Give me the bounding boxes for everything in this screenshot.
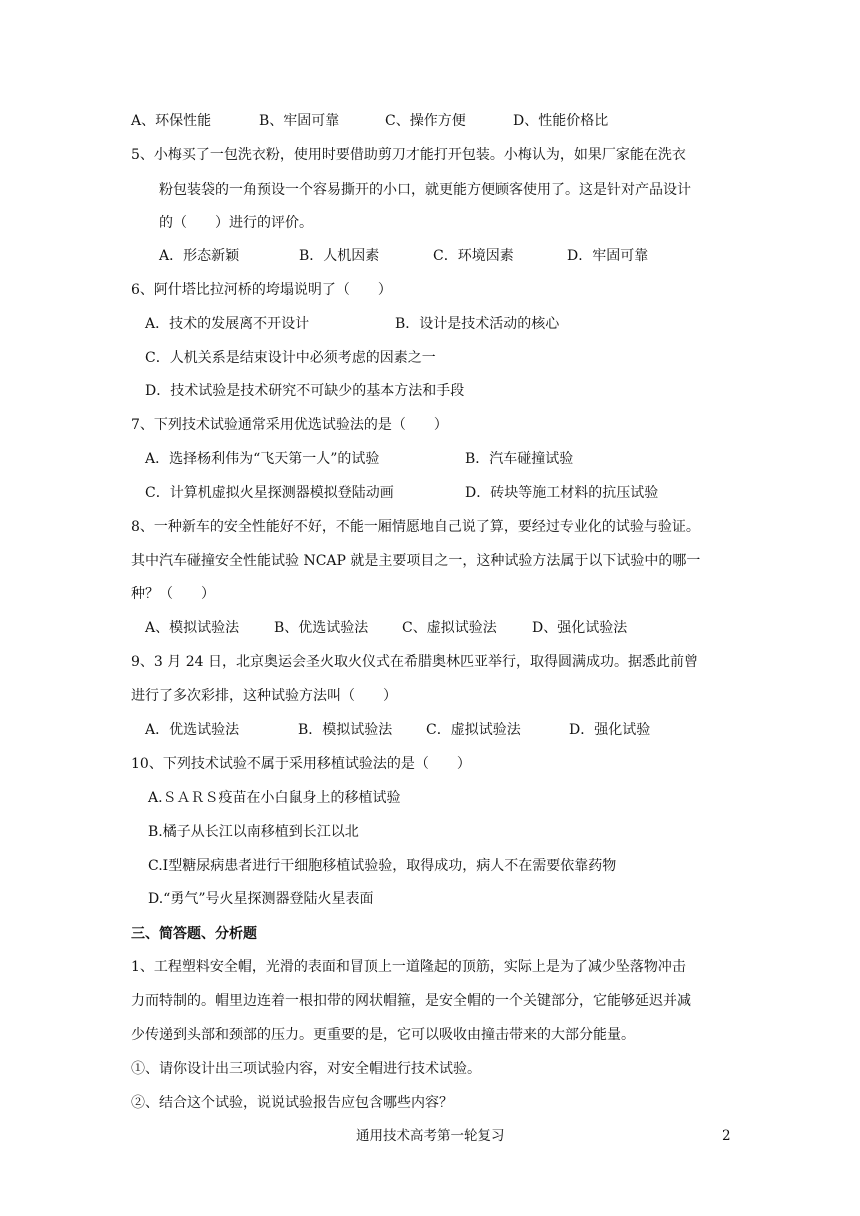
q8-stem-line-2: 其中汽车碰撞安全性能试验 NCAP 就是主要项目之一，这种试验方法属于以下试验中的哪一 (131, 553, 701, 569)
q8-option-d: D、强化试验法 (532, 620, 628, 636)
q5-stem-line-3: 的（ ）进行的评价。 (159, 215, 313, 231)
q6-option-d: D．技术试验是技术研究不可缺少的基本方法和手段 (145, 383, 465, 399)
q4-option-c: C、操作方便 (385, 113, 466, 129)
footer-title: 通用技术高考第一轮复习 (356, 1128, 505, 1144)
q5-option-c: C．环境因素 (433, 248, 514, 264)
q4-option-a: A、环保性能 (131, 113, 212, 129)
q4-option-d: D、性能价格比 (513, 113, 609, 129)
q7-stem: 7、下列技术试验通常采用优选试验法的是（ ） (131, 417, 448, 433)
q10-option-d: D.“勇气”号火星探测器登陆火星表面 (148, 891, 374, 907)
q7-option-a: A．选择杨利伟为“飞天第一人”的试验 (145, 451, 380, 467)
s3-q1-sub-2: ②、结合这个试验，说说试验报告应包含哪些内容？ (131, 1095, 453, 1111)
q9-stem-line-2: 进行了多次彩排，这种试验方法叫（ ） (131, 688, 397, 704)
q9-stem-line-1: 9、3 月 24 日，北京奥运会圣火取火仪式在希腊奥林匹亚举行，取得圆满成功。据悉此前曾 (131, 654, 698, 670)
q5-option-a: A．形态新颖 (159, 248, 240, 264)
q10-option-c: C.Ⅰ型糖尿病患者进行干细胞移植试验验，取得成功，病人不在需要依靠药物 (148, 858, 617, 874)
q5-option-b: B．人机因素 (299, 248, 380, 264)
q6-option-c: C．人机关系是结束设计中必须考虑的因素之一 (145, 350, 436, 366)
q6-stem: 6、阿什塔比拉河桥的垮塌说明了（ ） (131, 282, 392, 298)
q10-option-a: A.ＳＡＲＳ疫苗在小白鼠身上的移植试验 (148, 790, 401, 806)
q5-stem-line-2: 粉包装袋的一角预设一个容易撕开的小口，就更能方便顾客使用了。这是针对产品设计 (159, 182, 691, 198)
q8-stem-line-3: 种？（ ） (131, 586, 215, 602)
q8-stem-line-1: 8、一种新车的安全性能好不好，不能一厢情愿地自己说了算，要经过专业化的试验与验证。 (131, 519, 700, 535)
q9-option-d: D．强化试验 (569, 722, 651, 738)
q10-option-b: B.橘子从长江以南移植到长江以北 (148, 824, 359, 840)
page-number: 2 (722, 1128, 731, 1144)
q6-option-b: B．设计是技术活动的核心 (395, 316, 560, 332)
section-heading: 三、简答题、分析题 (131, 926, 257, 942)
q9-option-b: B．模拟试验法 (298, 722, 393, 738)
q7-option-b: B．汽车碰撞试验 (465, 451, 574, 467)
q8-option-c: C、虚拟试验法 (402, 620, 497, 636)
q8-option-a: A、模拟试验法 (145, 620, 240, 636)
s3-q1-line-1: 1、工程塑料安全帽，光滑的表面和冒顶上一道隆起的顶筋，实际上是为了减少坠落物冲击 (131, 959, 686, 975)
q7-option-c: C．计算机虚拟火星探测器模拟登陆动画 (145, 485, 394, 501)
q7-option-d: D．砖块等施工材料的抗压试验 (465, 485, 659, 501)
s3-q1-sub-1: ①、请你设计出三项试验内容，对安全帽进行技术试验。 (131, 1061, 481, 1077)
s3-q1-line-2: 力而特制的。帽里边连着一根扣带的网状帽箍，是安全帽的一个关键部分，它能够延迟并减 (131, 993, 691, 1009)
q4-option-b: B、牢固可靠 (259, 113, 340, 129)
s3-q1-line-3: 少传递到头部和颈部的压力。更重要的是，它可以吸收由撞击带来的大部分能量。 (131, 1027, 635, 1043)
q10-stem: 10、下列技术试验不属于采用移植试验法的是（ ） (131, 756, 471, 772)
q9-option-c: C．虚拟试验法 (426, 722, 521, 738)
q8-option-b: B、优选试验法 (274, 620, 369, 636)
q5-stem-line-1: 5、小梅买了一包洗衣粉，使用时要借助剪刀才能打开包装。小梅认为，如果厂家能在洗衣 (131, 147, 686, 163)
q5-option-d: D．牢固可靠 (567, 248, 649, 264)
q6-option-a: A．技术的发展离不开设计 (145, 316, 310, 332)
q9-option-a: A．优选试验法 (145, 722, 240, 738)
